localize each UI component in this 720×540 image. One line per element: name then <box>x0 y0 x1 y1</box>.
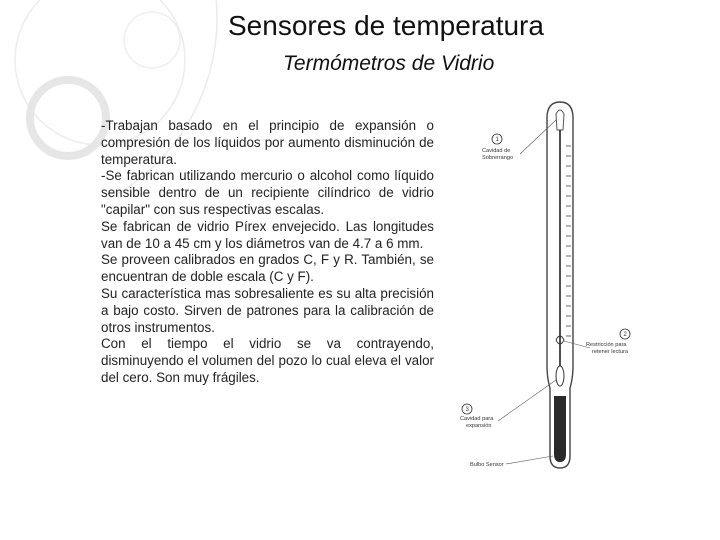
body-paragraph: -Se fabrican utilizando mercurio o alcohol como líquido sensible dentro de un recipiente cilíndrico de vidrio "capilar" con sus respectivas escalas. <box>101 168 434 217</box>
sensing-bulb <box>554 396 566 462</box>
callout-1-leader <box>520 120 556 154</box>
callout-4-label: Bulbo Sensor <box>470 462 504 468</box>
callout-2-line1: Restricción para <box>586 342 627 348</box>
expansion-cavity <box>556 366 564 386</box>
callout-1-line1: Cavidad de <box>482 148 511 154</box>
callout-3-leader <box>498 380 556 421</box>
glass-thermometer-icon <box>450 96 640 476</box>
body-text <box>101 118 434 387</box>
body-paragraph: -Trabajan basado en el principio de expansión o compresión de los líquidos por aumento disminución de temperatura. <box>101 118 434 167</box>
body-paragraph: Su característica mas sobresaliente es su alta precisión a bajo costo. Sirven de patrones para la calibración de otros instrumentos. <box>101 285 434 335</box>
callout-2-number: 2 <box>623 332 627 338</box>
body-paragraph: Se fabrican de vidrio Pírex envejecido. Las longitudes van de 10 a 45 cm y los diámetros van de 4.7 a 6 mm. <box>101 218 434 251</box>
callout-2-line2: retener lectura <box>592 349 629 355</box>
callout-3-number: 3 <box>465 407 469 413</box>
callout-3-line2: expansión <box>466 423 492 429</box>
callout-1-number: 1 <box>495 137 499 143</box>
overrange-cavity <box>556 110 564 130</box>
decorative-ring-thick <box>30 80 106 156</box>
callout-4-leader <box>506 456 553 464</box>
body-paragraph: Con el tiempo el vidrio se va contrayendo, disminuyendo el volumen del pozo lo cual eleva el valor del cero. Son muy frágiles. <box>101 336 434 385</box>
body-paragraph: Se proveen calibrados en grados C, F y R. También, se encuentran de doble escala (C y F). <box>101 252 434 285</box>
scale-ticks <box>566 146 571 336</box>
decorative-ring-small <box>124 12 180 68</box>
callout-1-line2: Sobrerrango <box>482 155 514 161</box>
slide-title: Sensores de temperatura <box>228 10 544 41</box>
callout-3-line1: Cavidad para <box>460 416 494 422</box>
slide-subtitle: Termómetros de Vidrio <box>283 52 495 75</box>
